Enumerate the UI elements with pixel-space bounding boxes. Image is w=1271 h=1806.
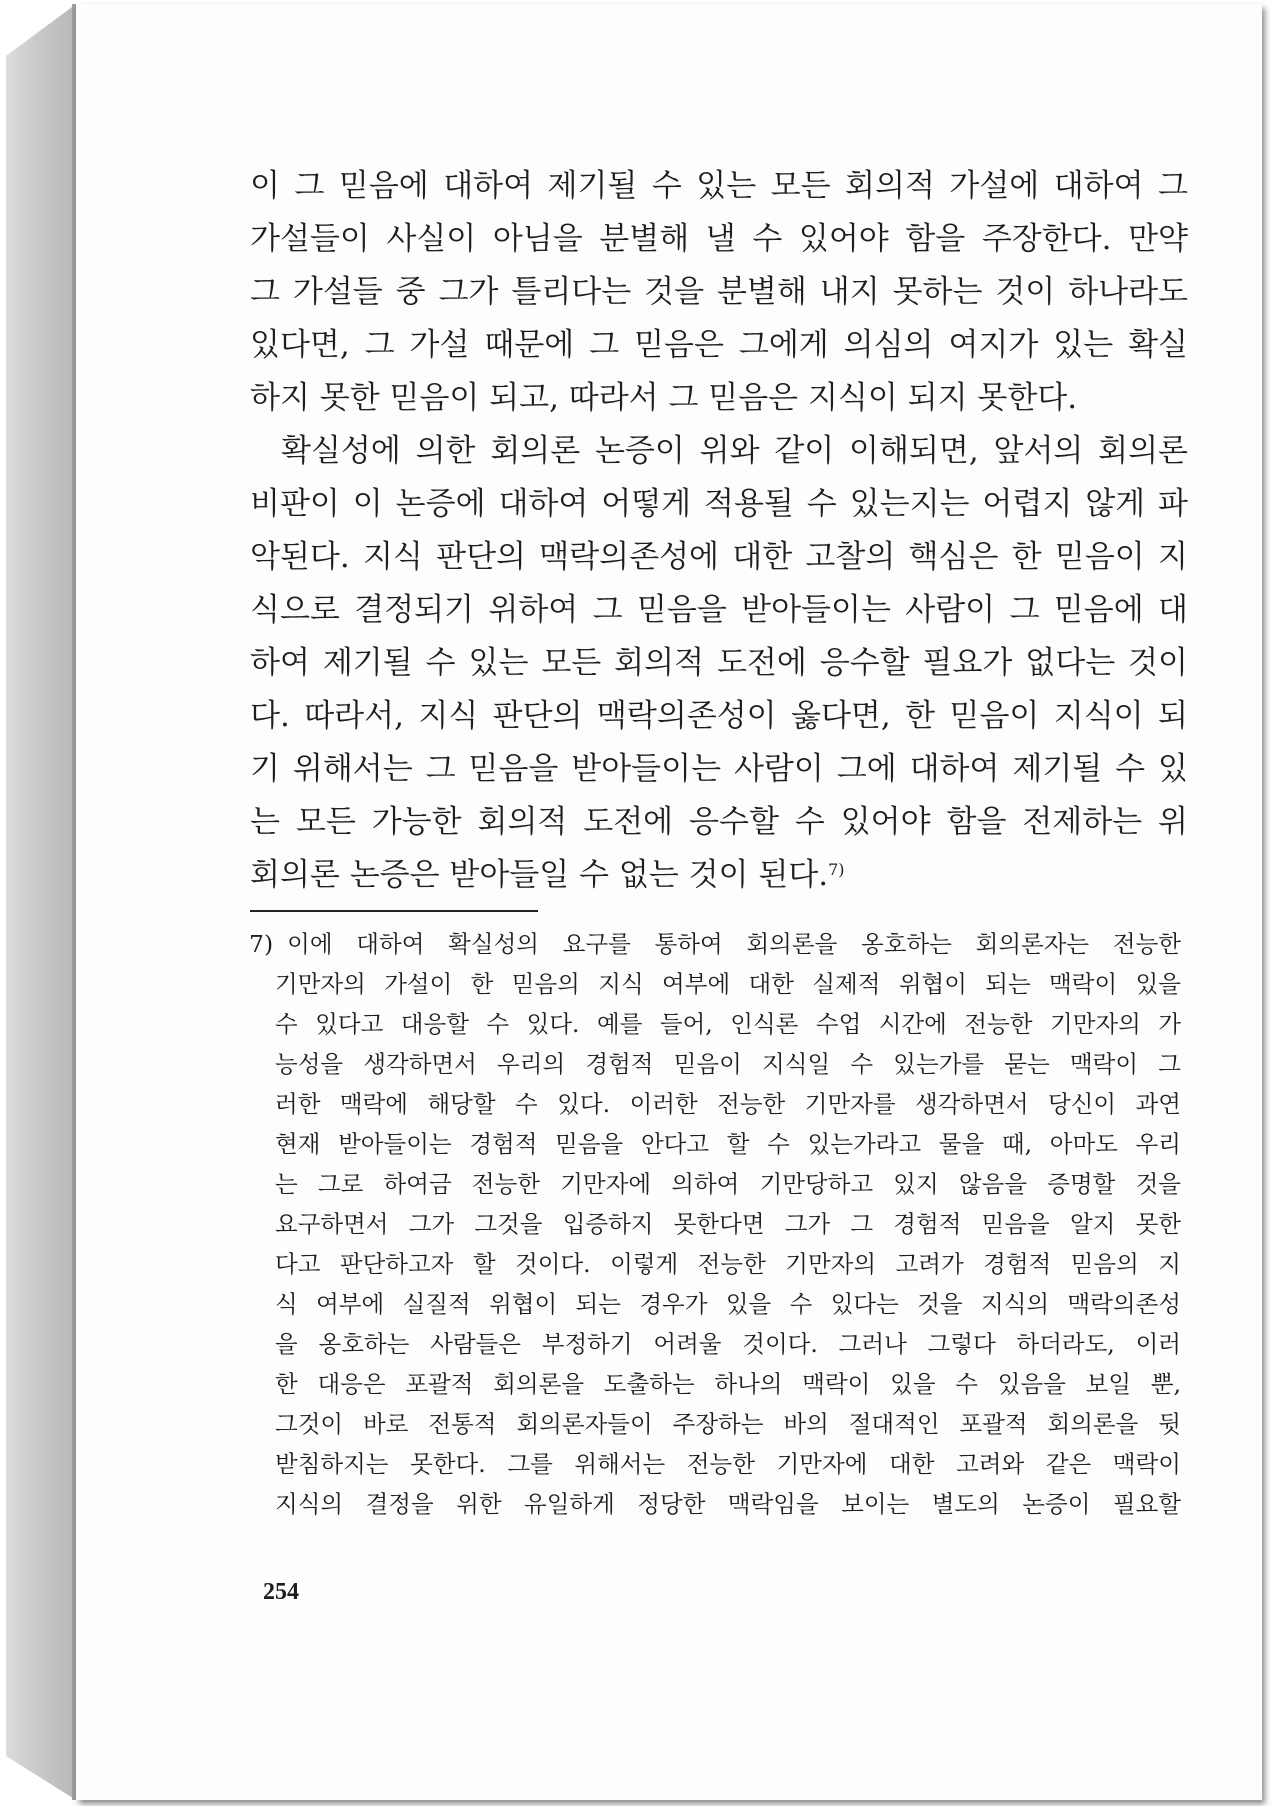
text-line: 다. 따라서, 지식 판단의 맥락의존성이 옳다면, 한 믿음이 지식이 되: [250, 698, 1188, 734]
text-line: 있다면, 그 가설 때문에 그 믿음은 그에게 의심의 여지가 있는 확실: [250, 327, 1188, 363]
footnote-line: 러한 맥락에 해당할 수 있다. 이러한 전능한 기만자를 생각하면서 당신이 과연: [275, 1090, 1181, 1118]
footnote-line-text: 이에 대하여 확실성의 요구를 통하여 회의론을 옹호하는 회의론자는 전능한: [287, 930, 1181, 958]
footnote-7: [249, 924, 1181, 1524]
text-line: 그 가설들 중 그가 틀리다는 것을 분별해 내지 못하는 것이 하나라도: [250, 274, 1188, 310]
text-line: 식으로 결정되기 위하여 그 믿음을 받아들이는 사람이 그 믿음에 대: [250, 592, 1188, 628]
footnote-line: [249, 924, 1181, 964]
text-line: 가설들이 사실이 아님을 분별해 낼 수 있어야 함을 주장한다. 만약: [250, 221, 1188, 257]
footnote-line: 수 있다고 대응할 수 있다. 예를 들어, 인식론 수업 시간에 전능한 기만자의 가: [275, 1010, 1181, 1038]
footnote-line: 다고 판단하고자 할 것이다. 이렇게 전능한 기만자의 고려가 경험적 믿음의 지: [275, 1250, 1181, 1278]
footnote-number: 7): [249, 930, 274, 958]
text-line: 기 위해서는 그 믿음을 받아들이는 사람이 그에 대하여 제기될 수 있: [250, 751, 1188, 787]
footnote-line: 기만자의 가설이 한 믿음의 지식 여부에 대한 실제적 위협이 되는 맥락이 있을: [275, 970, 1181, 998]
text-line-content: 회의론 논증은 받아들일 수 없는 것이 된다.: [250, 857, 829, 893]
footnote-line: 능성을 생각하면서 우리의 경험적 믿음이 지식일 수 있는가를 묻는 맥락이 그: [275, 1050, 1181, 1078]
main-text: [250, 160, 1188, 902]
text-line: 악된다. 지식 판단의 맥락의존성에 대한 고찰의 핵심은 한 믿음이 지: [250, 539, 1188, 575]
footnote-line: 지식의 결정을 위한 유일하게 정당한 맥락임을 보이는 별도의 논증이 필요할: [275, 1490, 1181, 1518]
text-line: 이 그 믿음에 대하여 제기될 수 있는 모든 회의적 가설에 대하여 그: [250, 168, 1188, 204]
book-page: [76, 4, 1262, 1800]
text-line-last: [250, 849, 1188, 902]
page-number: 254: [263, 1579, 299, 1605]
footnote-line: 받침하지는 못한다. 그를 위해서는 전능한 기만자에 대한 고려와 같은 맥락이: [275, 1450, 1181, 1478]
text-line: 하여 제기될 수 있는 모든 회의적 도전에 응수할 필요가 없다는 것이: [250, 645, 1188, 681]
footnote-line: 요구하면서 그가 그것을 입증하지 못한다면 그가 그 경험적 믿음을 알지 못한: [275, 1210, 1181, 1238]
footnote-line: 그것이 바로 전통적 회의론자들이 주장하는 바의 절대적인 포괄적 회의론을 뒷: [275, 1410, 1181, 1438]
footnote-reference[interactable]: 7): [828, 860, 845, 879]
footnote-line: 현재 받아들이는 경험적 믿음을 안다고 할 수 있는가라고 물을 때, 아마도 우리: [275, 1130, 1181, 1158]
paragraph-1: [250, 160, 1188, 425]
text-line: 확실성에 의한 회의론 논증이 위와 같이 이해되면, 앞서의 회의론: [281, 433, 1188, 469]
book-spine: [6, 4, 76, 1800]
text-line: 비판이 이 논증에 대하여 어떻게 적용될 수 있는지는 어렵지 않게 파: [250, 486, 1188, 522]
text-line: 는 모든 가능한 회의적 도전에 응수할 수 있어야 함을 전제하는 위: [250, 804, 1188, 840]
footnote-divider: [250, 910, 538, 912]
paragraph-2: [250, 425, 1188, 902]
footnote-line: 한 대응은 포괄적 회의론을 도출하는 하나의 맥락이 있을 수 있음을 보일 뿐,: [275, 1370, 1181, 1398]
footnote-line: 을 옹호하는 사람들은 부정하기 어려울 것이다. 그러나 그렇다 하더라도, 이러: [275, 1330, 1181, 1358]
text-line: 하지 못한 믿음이 되고, 따라서 그 믿음은 지식이 되지 못한다.: [250, 380, 1078, 416]
footnote-line: 는 그로 하여금 전능한 기만자에 의하여 기만당하고 있지 않음을 증명할 것을: [275, 1170, 1181, 1198]
footnote-line: 식 여부에 실질적 위협이 되는 경우가 있을 수 있다는 것을 지식의 맥락의존성: [275, 1290, 1181, 1318]
